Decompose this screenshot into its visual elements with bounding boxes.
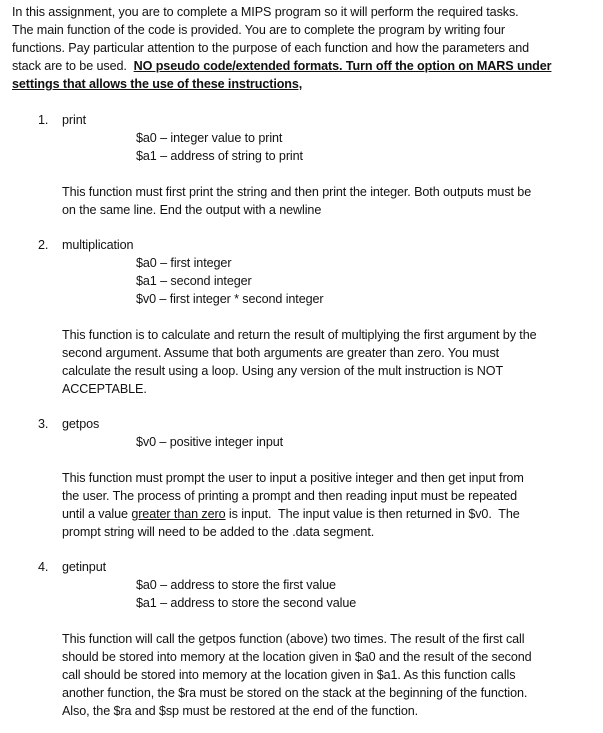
description-line: prompt string will need to be added to the .data segment. <box>62 525 375 539</box>
param-line: $v0 – first integer * second integer <box>136 292 324 306</box>
param-line: $a1 – address of string to print <box>136 149 303 163</box>
item-number: 3. <box>38 417 49 431</box>
intro-line <box>12 75 596 93</box>
intro-text: stack are to be used. <box>12 59 134 73</box>
param-line: $a0 – integer value to print <box>136 131 283 145</box>
param-line: $a1 – address to store the second value <box>136 596 357 610</box>
description-line: second argument. Assume that both arguments are greater than zero. You must <box>62 346 500 360</box>
function-name: multiplication <box>62 238 134 252</box>
intro-line: The main function of the code is provided. You are to complete the program by writing four <box>12 23 505 37</box>
mars-settings-warning: settings that allows the use of these instructions, <box>12 77 303 91</box>
function-name: getinput <box>62 560 107 574</box>
greater-than-zero-emphasis: greater than zero <box>131 507 226 521</box>
description-line: This function is to calculate and return the result of multiplying the first argument by the <box>62 328 537 342</box>
param-line: $a1 – second integer <box>136 274 252 288</box>
description-line <box>62 505 520 523</box>
param-line: $a0 – first integer <box>136 256 232 270</box>
intro-line <box>12 57 596 75</box>
description-line: This function must prompt the user to input a positive integer and then get input from <box>62 471 524 485</box>
function-name: getpos <box>62 417 100 431</box>
description-line: another function, the $ra must be stored on the stack at the beginning of the function. <box>62 686 528 700</box>
description-text: until a value <box>62 507 132 521</box>
description-line: ACCEPTABLE. <box>62 382 147 396</box>
description-line: calculate the result using a loop. Using any version of the mult instruction is NOT <box>62 364 504 378</box>
item-number: 1. <box>38 113 49 127</box>
description-line: This function will call the getpos function (above) two times. The result of the first call <box>62 632 525 646</box>
param-line: $a0 – address to store the first value <box>136 578 336 592</box>
description-line: should be stored into memory at the location given in $a0 and the result of the second <box>62 650 532 664</box>
intro-paragraph <box>12 3 596 93</box>
description-line: call should be stored into memory at the location given in $a1. As this function calls <box>62 668 516 682</box>
description-line: Also, the $ra and $sp must be restored at the end of the function. <box>62 704 419 718</box>
intro-line: functions. Pay particular attention to the purpose of each function and how the parameters and <box>12 41 530 55</box>
assignment-document <box>12 3 596 718</box>
description-text: is input. The input value is then returned in $v0. The <box>225 507 520 521</box>
item-number: 2. <box>38 238 49 252</box>
intro-line: In this assignment, you are to complete a MIPS program so it will perform the required tasks. <box>12 5 519 19</box>
pseudo-code-warning: NO pseudo code/extended formats. Turn off the option on MARS under <box>133 59 552 73</box>
function-name: print <box>62 113 86 127</box>
item-number: 4. <box>38 560 49 574</box>
description-line: on the same line. End the output with a newline <box>62 203 322 217</box>
description-line: This function must first print the string and then print the integer. Both outputs must be <box>62 185 532 199</box>
param-line: $v0 – positive integer input <box>136 435 284 449</box>
description-line: the user. The process of printing a prompt and then reading input must be repeated <box>62 489 518 503</box>
